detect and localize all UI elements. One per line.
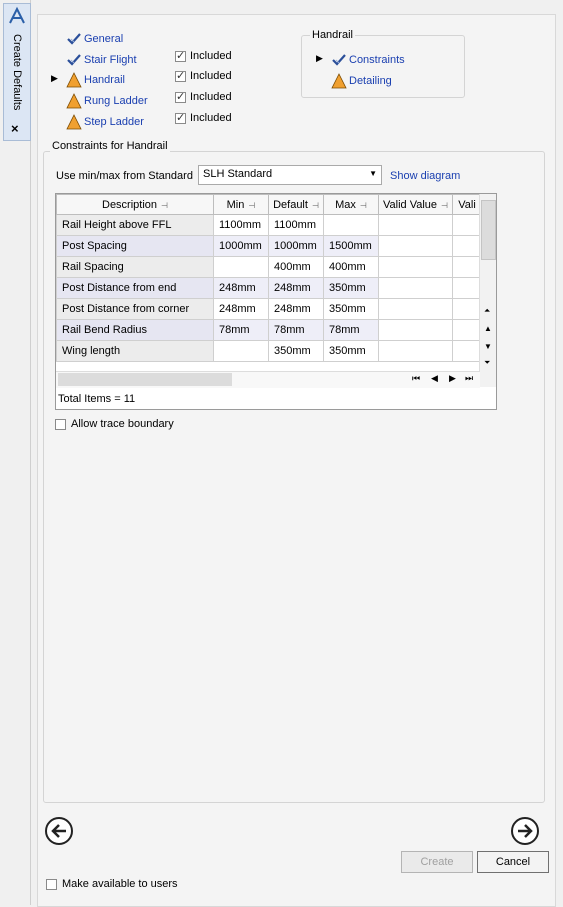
table-cell[interactable]: 400mm: [269, 257, 324, 278]
column-header[interactable]: [453, 195, 482, 215]
scroll-last-icon[interactable]: ⏷: [484, 358, 491, 367]
check-icon: [66, 31, 81, 46]
selected-indicator-icon: ▶: [51, 73, 58, 83]
table-cell[interactable]: [379, 257, 453, 278]
pin-icon[interactable]: ⊣: [311, 200, 319, 210]
table-cell[interactable]: 350mm: [324, 278, 379, 299]
table-row[interactable]: [57, 236, 482, 257]
table-cell[interactable]: 1500mm: [324, 236, 379, 257]
included-row[interactable]: [175, 70, 232, 82]
h-scrollbar-thumb[interactable]: [58, 373, 232, 386]
pin-icon[interactable]: ⊣: [359, 200, 367, 210]
table-cell[interactable]: 350mm: [324, 341, 379, 362]
table-row[interactable]: [57, 278, 482, 299]
table-cell[interactable]: 78mm: [214, 320, 269, 341]
chevron-down-icon: ▼: [369, 169, 377, 178]
nav-item-label: Handrail: [84, 73, 125, 86]
table-cell[interactable]: 78mm: [324, 320, 379, 341]
handrail-item-constraints[interactable]: [316, 52, 405, 67]
pin-icon[interactable]: ⊣: [161, 200, 168, 210]
table-cell[interactable]: [379, 215, 453, 236]
table-cell[interactable]: [379, 341, 453, 362]
table-row[interactable]: [57, 341, 482, 362]
make-available-label: Make available to users: [62, 878, 178, 890]
included-checkbox[interactable]: [175, 71, 186, 82]
table-cell[interactable]: [453, 236, 482, 257]
table-cell[interactable]: [453, 278, 482, 299]
arrow-right-icon: [516, 822, 534, 840]
table-cell[interactable]: 1000mm: [214, 236, 269, 257]
nav-item-handrail[interactable]: [51, 72, 125, 87]
table-cell[interactable]: [453, 257, 482, 278]
show-diagram-link[interactable]: Show diagram: [390, 170, 461, 182]
scroll-first-icon[interactable]: ⏶: [484, 306, 491, 315]
next-button[interactable]: [511, 817, 539, 845]
included-checkbox[interactable]: [175, 51, 186, 62]
app-logo-icon: [7, 6, 27, 26]
table-cell[interactable]: [453, 341, 482, 362]
total-items: Total Items = 11: [58, 393, 136, 405]
handrail-group-title: Handrail: [312, 29, 353, 41]
create-defaults-label: Create Defaults: [11, 34, 23, 111]
included-label: Included: [190, 70, 232, 82]
nav-item-label: Stair Flight: [84, 53, 137, 66]
standard-label: Use min/max from Standard: [56, 170, 193, 182]
table-row[interactable]: [57, 215, 482, 236]
selected-indicator-icon: ▶: [316, 53, 323, 63]
table-row[interactable]: [57, 320, 482, 341]
allow-trace-label: Allow trace boundary: [71, 418, 174, 430]
column-header[interactable]: [214, 195, 269, 215]
table-cell[interactable]: [379, 236, 453, 257]
nav-item-label: General: [84, 32, 124, 45]
table-cell: Rail Bend Radius: [57, 320, 214, 341]
scroll-down-icon[interactable]: ▼: [484, 342, 492, 351]
page-prev-icon[interactable]: ◀: [431, 373, 438, 383]
page-last-icon[interactable]: ⏭: [465, 373, 474, 383]
check-icon: [66, 52, 81, 67]
scrollbar-thumb[interactable]: [481, 200, 496, 260]
check-icon: [331, 52, 346, 67]
column-header-label: Max: [335, 198, 356, 211]
warning-icon: [66, 72, 81, 87]
table-cell[interactable]: 350mm: [324, 299, 379, 320]
table-row[interactable]: [57, 257, 482, 278]
column-header-label: Default: [273, 198, 308, 211]
nav-item-label: Rung Ladder: [84, 94, 148, 107]
table-row[interactable]: [57, 299, 482, 320]
warning-icon: [66, 114, 81, 129]
warning-icon: [331, 73, 346, 88]
included-row[interactable]: [175, 112, 232, 124]
table-cell[interactable]: [214, 341, 269, 362]
table-cell[interactable]: 1100mm: [214, 215, 269, 236]
make-available-row[interactable]: [46, 878, 178, 890]
side-panel-tab: [0, 0, 31, 905]
page-first-icon[interactable]: ⏮: [412, 373, 421, 383]
table-cell[interactable]: 350mm: [269, 341, 324, 362]
warning-icon: [66, 93, 81, 108]
back-button[interactable]: [45, 817, 73, 845]
table-cell[interactable]: [453, 320, 482, 341]
column-header-label: Min: [226, 198, 245, 211]
table-cell[interactable]: 248mm: [269, 299, 324, 320]
table-cell[interactable]: 248mm: [214, 299, 269, 320]
cancel-button[interactable]: Cancel: [477, 851, 549, 873]
column-header-label: Valid Value: [383, 198, 438, 211]
table-cell[interactable]: 248mm: [214, 278, 269, 299]
table-cell[interactable]: [214, 257, 269, 278]
included-checkbox[interactable]: [175, 92, 186, 103]
table-cell: Rail Spacing: [57, 257, 214, 278]
included-label: Included: [190, 112, 232, 124]
table-cell[interactable]: [379, 278, 453, 299]
nav-item-label: Step Ladder: [84, 115, 144, 128]
grid-frame: [55, 193, 497, 410]
included-checkbox[interactable]: [175, 113, 186, 124]
table-cell[interactable]: [453, 215, 482, 236]
nav-item-stair-flight[interactable]: [66, 52, 137, 67]
handrail-item-label: Constraints: [349, 53, 405, 66]
create-button[interactable]: Create: [401, 851, 473, 873]
horizontal-scrollbar[interactable]: [56, 371, 480, 388]
column-header[interactable]: [324, 195, 379, 215]
standard-select-value: SLH Standard: [203, 168, 273, 180]
table-cell[interactable]: [379, 320, 453, 341]
make-available-checkbox[interactable]: [46, 879, 57, 890]
table-cell[interactable]: 400mm: [324, 257, 379, 278]
handrail-item-label: Detailing: [349, 74, 392, 87]
table-cell: Post Distance from end: [57, 278, 214, 299]
nav-item-step-ladder[interactable]: [66, 114, 144, 129]
table-cell[interactable]: [324, 215, 379, 236]
pin-icon[interactable]: ⊣: [248, 200, 256, 210]
table-cell: Post Spacing: [57, 236, 214, 257]
page-next-icon[interactable]: ▶: [449, 373, 456, 383]
main-panel: [37, 14, 556, 907]
table-cell[interactable]: 1000mm: [269, 236, 324, 257]
table-cell[interactable]: [379, 299, 453, 320]
vertical-scrollbar[interactable]: [479, 194, 496, 387]
allow-trace-checkbox[interactable]: [55, 419, 66, 430]
scroll-up-icon[interactable]: ▲: [484, 324, 492, 333]
column-header-label: Vali: [458, 198, 476, 211]
column-header[interactable]: [57, 195, 214, 215]
table-cell[interactable]: 1100mm: [269, 215, 324, 236]
table-cell: Rail Height above FFL: [57, 215, 214, 236]
standard-select[interactable]: [198, 165, 382, 185]
table-cell[interactable]: 248mm: [269, 278, 324, 299]
create-defaults-tab[interactable]: [3, 3, 31, 141]
table-cell[interactable]: 78mm: [269, 320, 324, 341]
column-header[interactable]: [269, 195, 324, 215]
included-row[interactable]: [175, 91, 232, 103]
allow-trace-row[interactable]: [55, 418, 174, 430]
arrow-left-icon: [50, 822, 68, 840]
included-label: Included: [190, 50, 232, 62]
table-cell: Wing length: [57, 341, 214, 362]
table-cell: Post Distance from corner: [57, 299, 214, 320]
pin-icon[interactable]: ⊣: [441, 200, 448, 210]
table-header-row: [57, 195, 482, 215]
included-label: Included: [190, 91, 232, 103]
nav-item-general[interactable]: [66, 31, 123, 46]
nav-item-rung-ladder[interactable]: [66, 93, 148, 108]
constraints-table: [56, 194, 482, 362]
included-row[interactable]: [175, 50, 232, 62]
column-header-label: Description: [102, 198, 158, 211]
handrail-item-detailing[interactable]: [331, 73, 392, 88]
constraints-group-title: Constraints for Handrail: [52, 140, 168, 152]
close-icon[interactable]: ×: [11, 121, 19, 136]
table-cell[interactable]: [453, 299, 482, 320]
column-header[interactable]: [379, 195, 453, 215]
